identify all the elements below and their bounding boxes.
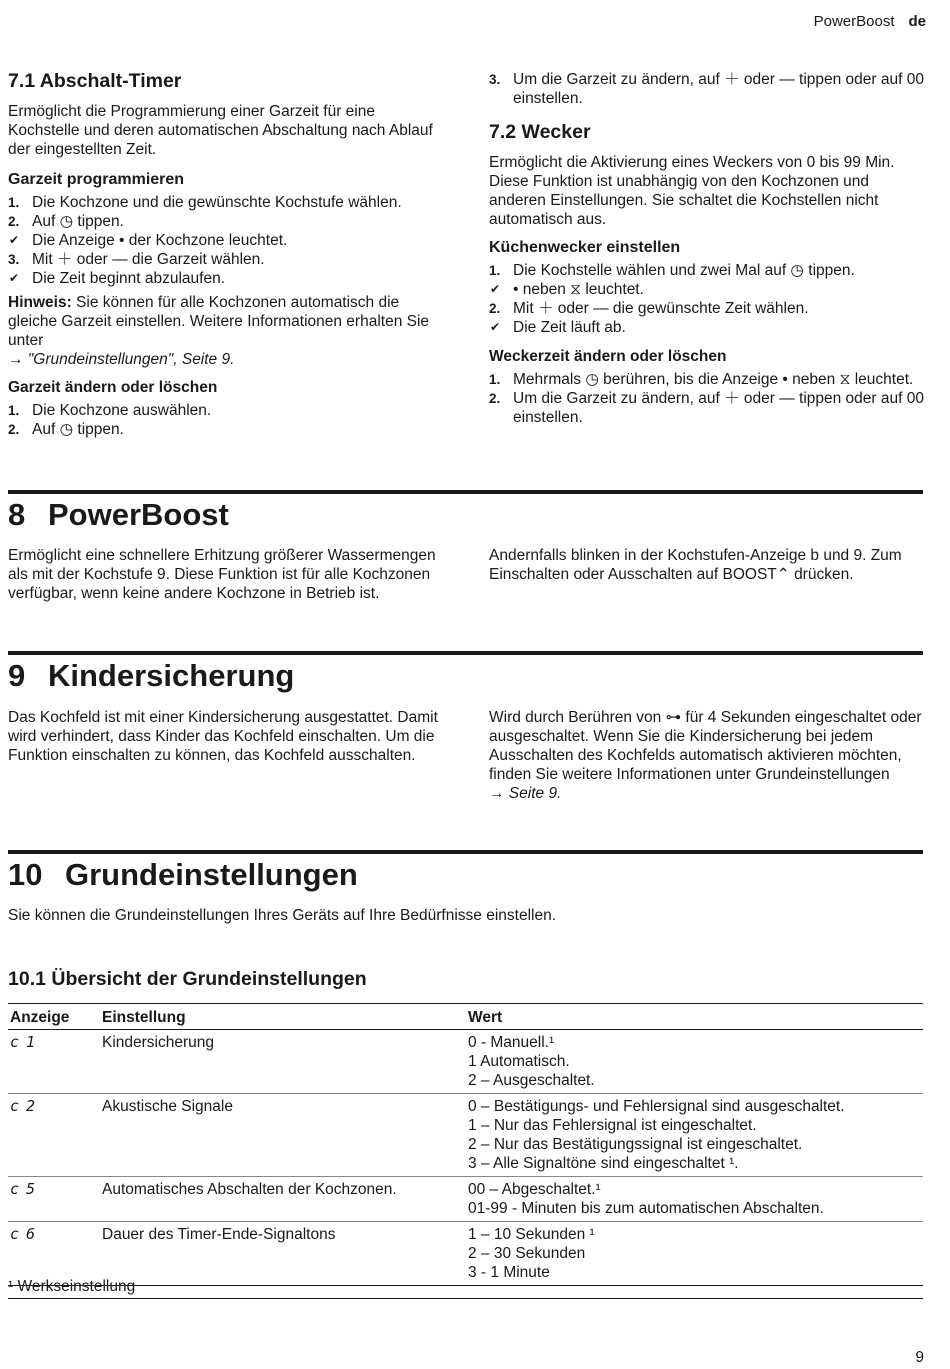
setting-values: 00 – Abgeschaltet.¹ 01-99 - Minuten bis zum automatischen Abschalten.	[466, 1177, 923, 1222]
column-header: Wert	[466, 1004, 923, 1030]
section-intro: Sie können die Grundeinstellungen Ihres Geräts auf Ihre Bedürfnisse einstellen.	[8, 907, 557, 924]
paragraph: Ermöglicht eine schnellere Erhitzung größerer Wassermengen als mit der Kochstufe 9. Diese Funktion ist für alle Kochzonen verfügbar, wenn keine andere Kochzone in Betrieb ist.	[8, 547, 436, 602]
page-number: 9	[915, 1349, 924, 1366]
step-list	[489, 261, 925, 337]
section-intro: Ermöglicht die Aktivierung eines Weckers von 0 bis 99 Min. Diese Funktion ist unabhängig von den Kochzonen und anderen Einstellungen. Sie schaltet die Kochstellen nicht automatisch aus.	[489, 154, 895, 228]
display-code: c 1	[8, 1030, 100, 1094]
section-rule	[8, 651, 923, 655]
section-title: 7.2 Wecker	[489, 121, 591, 143]
step-list	[489, 70, 925, 108]
subsection-title: Garzeit ändern oder löschen	[8, 379, 218, 396]
page-header	[814, 12, 926, 31]
section-8-right	[489, 546, 925, 584]
step: 2. Um die Garzeit zu ändern, auf ＋ oder — tippen oder auf 00 einstellen.	[489, 390, 924, 426]
step: 1. Mehrmals ◷ berühren, bis die Anzeige • neben ⧖ leuchtet.	[489, 371, 914, 388]
step: 1. Die Kochzone auswählen.	[8, 402, 212, 419]
hint: Hinweis: Sie können für alle Kochzonen automatisch die gleiche Garzeit einstellen. Weitere Informationen erhalten Sie unter → "Grundeinstellungen", Seite 9.	[8, 294, 430, 368]
column-header: Anzeige	[8, 1004, 100, 1030]
section-7-1	[8, 70, 443, 439]
step-list	[489, 370, 925, 427]
display-code: c 2	[8, 1094, 100, 1177]
section-heading-9: 9 Kindersicherung	[8, 658, 295, 693]
subsection-title: Küchenwecker einstellen	[489, 239, 681, 256]
setting-name: Automatisches Abschalten der Kochzonen.	[100, 1177, 466, 1222]
table-row	[8, 1094, 923, 1177]
table-header-row	[8, 1004, 923, 1030]
check-icon: ✔	[490, 320, 501, 334]
setting-values: 1 – 10 Sekunden ¹ 2 – 30 Sekunden 3 - 1 Minute	[466, 1222, 923, 1286]
table-row	[8, 1177, 923, 1222]
section-heading-8: 8 PowerBoost	[8, 497, 229, 532]
step-list	[8, 193, 443, 288]
setting-name: Kindersicherung	[100, 1030, 466, 1094]
step-list	[8, 401, 443, 439]
setting-name: Dauer des Timer-Ende-Signaltons	[100, 1222, 466, 1286]
header-section: PowerBoost	[813, 13, 895, 30]
header-lang: de	[908, 13, 926, 30]
check-icon: ✔	[490, 282, 501, 296]
table-row	[8, 1222, 923, 1286]
step: 2. Auf ◷ tippen.	[8, 421, 124, 438]
table-row	[8, 1030, 923, 1094]
hint-link[interactable]: → "Grundeinstellungen", Seite 9.	[8, 351, 235, 368]
result: ✔ Die Zeit beginnt abzulaufen.	[9, 270, 226, 287]
step: 3. Um die Garzeit zu ändern, auf ＋ oder — tippen oder auf 00 einstellen.	[489, 71, 924, 107]
section-heading-10: 10 Grundeinstellungen	[8, 857, 358, 892]
column-header: Einstellung	[100, 1004, 466, 1030]
setting-values: 0 - Manuell.¹ 1 Automatisch. 2 – Ausgeschaltet.	[466, 1030, 923, 1094]
result: ✔ • neben ⧖ leuchtet.	[490, 281, 644, 298]
section-9-left	[8, 708, 443, 765]
step: 1. Die Kochstelle wählen und zwei Mal auf ◷ tippen.	[489, 262, 855, 279]
check-icon: ✔	[9, 271, 20, 285]
step: 1. Die Kochzone und die gewünschte Kochstufe wählen.	[8, 194, 402, 211]
section-rule	[8, 850, 923, 854]
section-7-2-column	[489, 70, 925, 427]
section-9-right	[489, 708, 925, 803]
paragraph: Das Kochfeld ist mit einer Kindersicherung ausgestattet. Damit wird verhindert, dass Kinder das Kochfeld einschalten. Um die Funktion einschalten zu können, das Kochfeld ausschalten.	[8, 709, 438, 764]
display-code: c 6	[8, 1222, 100, 1286]
result: ✔ Die Zeit läuft ab.	[490, 319, 626, 336]
subsection-title: Weckerzeit ändern oder löschen	[489, 348, 727, 365]
display-code: c 5	[8, 1177, 100, 1222]
step: 2. Mit ＋ oder — die gewünschte Zeit wählen.	[489, 300, 809, 317]
section-8-left	[8, 546, 443, 603]
setting-values: 0 – Bestätigungs- und Fehlersignal sind ausgeschaltet. 1 – Nur das Fehlersignal ist eingeschaltet. 2 – Nur das Bestätigungssignal ist eingeschaltet. 3 – Alle Signaltöne sind eingeschaltet ¹.	[466, 1094, 923, 1177]
step: 2. Auf ◷ tippen.	[8, 213, 124, 230]
page-link[interactable]: → Seite 9.	[489, 785, 562, 802]
setting-name: Akustische Signale	[100, 1094, 466, 1177]
result: ✔ Die Anzeige • der Kochzone leuchtet.	[9, 232, 288, 249]
paragraph: Wird durch Berühren von ⊶ für 4 Sekunden eingeschaltet oder ausgeschaltet. Wenn Sie die Kindersicherung bei jedem Ausschalten des Kochfelds automatisch aktivieren möchten, finden Sie weitere Informationen unter Grundeinstellungen → Seite 9.	[489, 709, 922, 802]
section-intro: Ermöglicht die Programmierung einer Garzeit für eine Kochstelle und deren automatischen Abschaltung nach Ablauf der eingestellten Zeit.	[8, 103, 433, 158]
check-icon: ✔	[9, 233, 20, 247]
step: 3. Mit ＋ oder — die Garzeit wählen.	[8, 251, 265, 268]
settings-table	[8, 1003, 923, 1286]
subsection-title: Garzeit programmieren	[8, 171, 185, 188]
subsection-title: 10.1 Übersicht der Grundeinstellungen	[8, 968, 367, 990]
paragraph: Andernfalls blinken in der Kochstufen-Anzeige b und 9. Zum Einschalten oder Ausschalten auf BOOST⌃ drücken.	[489, 547, 902, 583]
table-footnote: ¹ Werkseinstellung	[8, 1277, 923, 1299]
section-rule	[8, 490, 923, 494]
section-title: 7.1 Abschalt-Timer	[8, 70, 182, 92]
